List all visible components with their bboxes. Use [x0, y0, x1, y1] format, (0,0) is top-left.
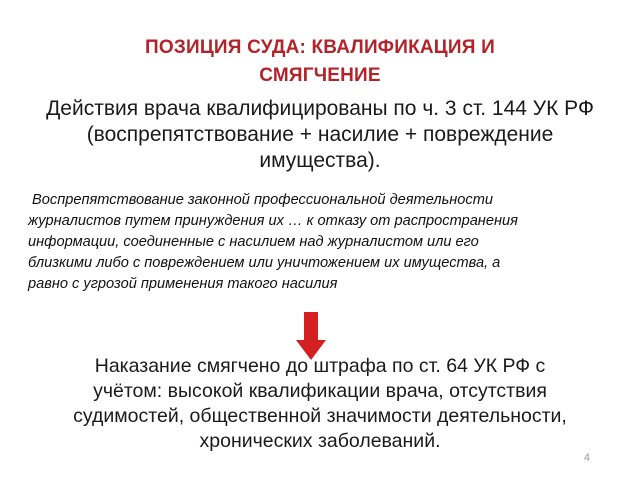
law-quote-line-4: близкими либо с повреждением или уничтожением их имущества, а — [28, 255, 501, 271]
conclusion-line-4: хронических заболеваний. — [199, 430, 441, 452]
slide-title-line-2: СМЯГЧЕНИЕ — [259, 65, 381, 86]
conclusion-line-3: судимостей, общественной значимости деятельности, — [73, 405, 567, 427]
law-quote-line-3: информации, соединенные с насилием над журналистом или его — [28, 234, 479, 250]
page-number: 4 — [583, 452, 590, 464]
conclusion-line-2: учётом: высокой квалификации врача, отсутствия — [93, 380, 547, 402]
down-arrow-shape — [296, 312, 326, 360]
qualification-statement — [30, 96, 610, 174]
qualification-line-3: имущества). — [259, 149, 381, 172]
slide-title — [80, 34, 560, 90]
law-quote-line-5: равно с угрозой применения такого насилия — [28, 276, 338, 292]
law-quote-line-2: журналистов путем принуждения их … к отказу от распространения — [28, 213, 518, 229]
qualification-line-1: Действия врача квалифицированы по ч. 3 ст. 144 УК РФ — [46, 97, 594, 120]
conclusion-line-1: Наказание смягчено до штрафа по ст. 64 УК РФ с — [94, 355, 546, 377]
law-quote — [28, 190, 608, 295]
down-arrow-icon — [296, 312, 326, 360]
sentence-conclusion — [60, 354, 580, 454]
law-quote-line-1: Воспрепятствование законной профессиональной деятельности — [28, 192, 493, 208]
slide-title-line-1: ПОЗИЦИЯ СУДА: КВАЛИФИКАЦИЯ И — [145, 37, 495, 58]
qualification-line-2: (воспрепятствование + насилие + повреждение — [86, 123, 554, 146]
